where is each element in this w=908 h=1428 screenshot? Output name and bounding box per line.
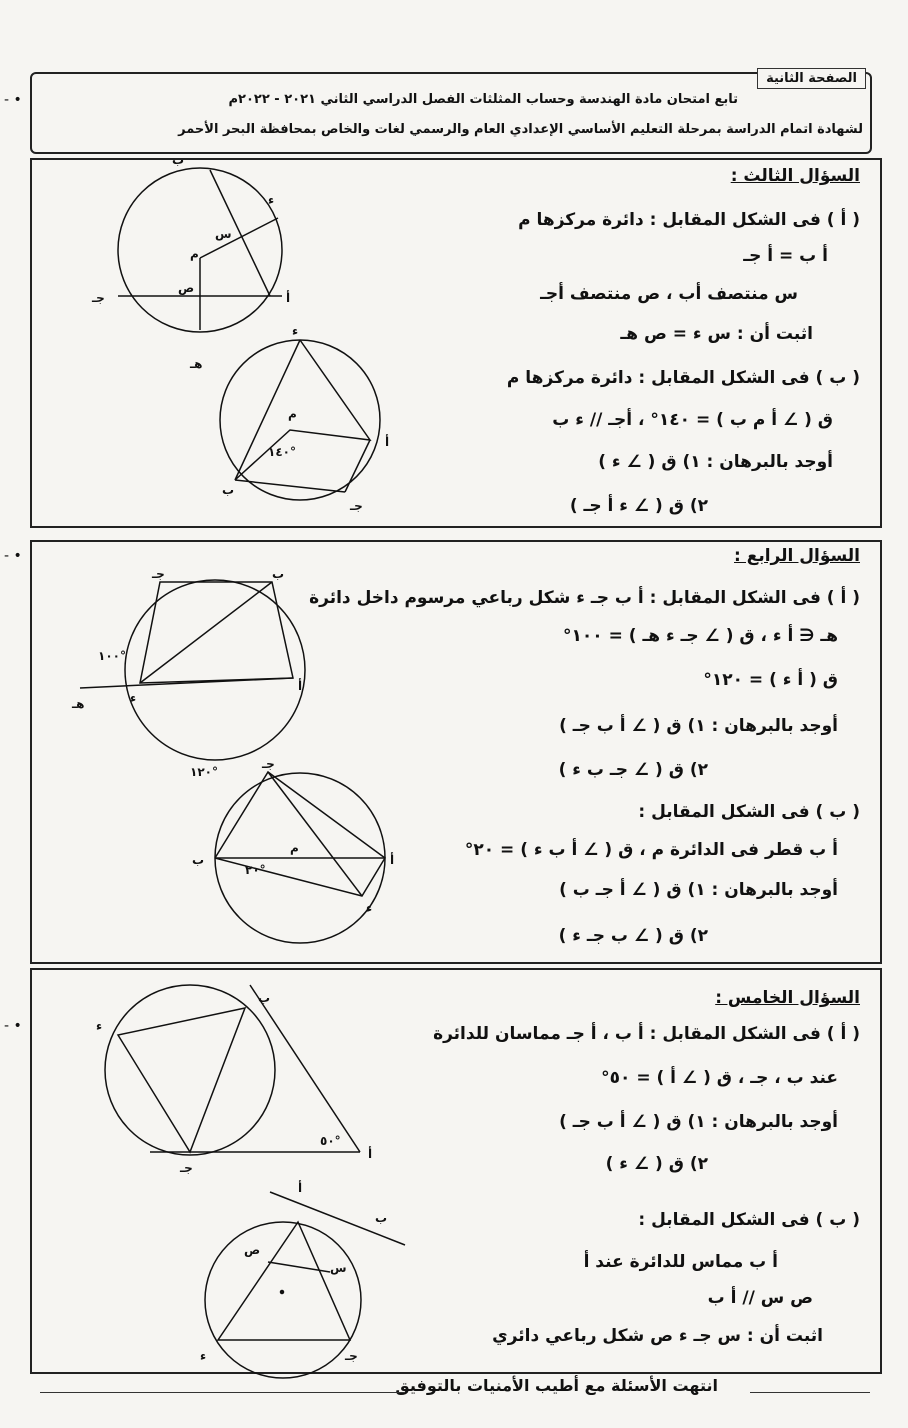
q3-b-line: ٢) ق ( ∠ ء أ جـ ) [569, 496, 708, 516]
svg-text:س: س [215, 227, 232, 241]
q4-title: السؤال الرابع : [734, 546, 860, 566]
svg-text:ب: ب [192, 853, 205, 867]
svg-text:ء: ء [130, 691, 137, 705]
q5-b-line: أ ب مماس للدائرة عند أ [583, 1252, 778, 1272]
q4-a-line: ( أ ) فى الشكل المقابل : أ ب جـ ء شكل رباعي مرسوم داخل دائرة [309, 588, 860, 608]
svg-text:س: س [330, 1261, 347, 1275]
header-line2: لشهادة اتمام الدراسة بمرحلة التعليم الأساسي الإعدادي العام والرسمي لغات والخاص بمحافظة البحر الأحمر [178, 122, 863, 137]
svg-text:جـ: جـ [345, 1349, 358, 1363]
svg-text:١٤٠°: ١٤٠° [268, 445, 296, 459]
svg-text:ب: ب [258, 991, 271, 1005]
svg-text:جـ: جـ [350, 499, 363, 513]
q3-b-line: ( ب ) فى الشكل المقابل : دائرة مركزها م [506, 368, 860, 388]
svg-text:١٠٠°: ١٠٠° [98, 649, 126, 663]
q4-a-line: ق ( أ ء ) = ١٢٠° [703, 670, 838, 690]
q5-b-line: اثبت أن : س جـ ء ص شكل رباعي دائري [492, 1326, 823, 1346]
svg-text:أ: أ [298, 1181, 303, 1195]
svg-text:ص: ص [178, 281, 195, 295]
figure-q4a [71, 567, 305, 779]
q4-b-line: ( ب ) فى الشكل المقابل : [638, 802, 860, 822]
svg-text:أ: أ [286, 291, 291, 305]
svg-text:هـ: هـ [72, 697, 85, 711]
q3-a-line: ( أ ) فى الشكل المقابل : دائرة مركزها م [518, 210, 860, 230]
svg-text:أ: أ [368, 1147, 373, 1161]
svg-text:أ: أ [385, 435, 390, 449]
circle [105, 985, 275, 1155]
svg-text:١٢٠°: ١٢٠° [190, 765, 218, 779]
q3-b-line: ق ( ∠ أ م ب ) = ١٤٠° ، أجـ // ء ب [552, 410, 833, 430]
svg-text:م: م [190, 247, 199, 261]
q5-a-line: عند ب ، جـ ، ق ( ∠ أ ) = ٥٠° [601, 1068, 838, 1088]
figure-q4b [192, 757, 394, 943]
q3-title: السؤال الثالث : [730, 166, 860, 186]
svg-text:ب: ب [272, 567, 285, 581]
figure-q5a [96, 985, 372, 1175]
svg-text:هـ: هـ [190, 357, 203, 371]
svg-text:ء: ء [96, 1019, 103, 1033]
figure-q3b [220, 324, 389, 513]
svg-text:م: م [290, 841, 299, 855]
svg-text:ء: ء [200, 1349, 207, 1363]
q3-a-line: س منتصف أب ، ص منتصف أجـ [540, 284, 798, 304]
q4-b-line: أ ب قطر فى الدائرة م ، ق ( ∠ أ ب ء ) = ٢٠° [464, 840, 838, 860]
footer-text: انتهت الأسئلة مع أطيب الأمنيات بالتوفيق [395, 1376, 718, 1395]
svg-text:ء: ء [268, 193, 275, 207]
q3-a-line: اثبت أن : س ء = ص هـ [620, 324, 813, 344]
q3-b-line: أوجد بالبرهان : ١) ق ( ∠ ء ) [598, 452, 833, 472]
svg-text:أ: أ [390, 853, 395, 867]
page-label: الصفحة الثانية [757, 68, 866, 89]
q5-a-line: ٢) ق ( ∠ ء ) [605, 1154, 708, 1174]
svg-text:ب: ب [222, 483, 235, 497]
svg-text:م: م [288, 407, 297, 421]
q4-b-line: أوجد بالبرهان : ١) ق ( ∠ أ جـ ب ) [559, 880, 838, 900]
svg-text:جـ: جـ [180, 1161, 193, 1175]
svg-text:ء: ء [366, 901, 373, 915]
svg-text:٢٠°: ٢٠° [245, 863, 266, 877]
q4-a-line: أوجد بالبرهان : ١) ق ( ∠ أ ب جـ ) [559, 716, 838, 736]
q3-a-line: أ ب = أ جـ [743, 246, 828, 266]
q5-title: السؤال الخامس : [715, 988, 860, 1008]
svg-text:ص: ص [244, 1243, 261, 1257]
q5-a-line: ( أ ) فى الشكل المقابل : أ ب ، أ جـ مماسان للدائرة [433, 1024, 860, 1044]
q4-a-line: هـ ∈ أ ء ، ق ( ∠ جـ ء هـ ) = ١٠٠° [563, 626, 838, 646]
svg-text:جـ: جـ [262, 757, 275, 771]
svg-text:٥٠°: ٥٠° [320, 1134, 341, 1148]
svg-text:جـ: جـ [152, 567, 165, 581]
svg-text:ء: ء [292, 324, 299, 338]
svg-text:ب: ب [375, 1211, 388, 1225]
figure-q5b [200, 1180, 405, 1378]
q5-a-line: أوجد بالبرهان : ١) ق ( ∠ أ ب جـ ) [559, 1112, 838, 1132]
svg-text:أ: أ [298, 679, 303, 693]
exam-page: الصفحة الثانية تابع امتحان مادة الهندسة وحساب المثلثات الفصل الدراسي الثاني ٢٠٢١ - ٢٠٢٢م لشهادة اتمام الدراسة بمرحلة التعليم الأساسي الإعدادي العام والرسمي لغات والخاص بمحافظة البحر الأحمر - • - • - • السؤال الثالث : ( أ ) فى الشكل المقابل : دائرة مركزها م أ ب = أ جـ س منتصف أب ، ص منتصف أجـ اثبت أن : س ء = ص هـ ( ب ) فى الشكل المقابل : دائرة مركزها م ق ( ∠ أ م ب ) = ١٤٠° ، أجـ // ء ب أوجد بالبرهان : ١) ق ( ∠ ء ) ٢) ق ( ∠ ء أ جـ ) السؤال الرابع : ( أ ) فى الشكل المقابل : أ ب جـ ء شكل رباعي مرسوم داخل دائرة هـ ∈ أ ء ، ق ( ∠ جـ ء هـ ) = ١٠٠° ق ( أ ء ) = ١٢٠° أوجد بالبرهان : ١) ق ( ∠ أ ب جـ ) ٢) ق ( ∠ جـ ب ء ) ( ب ) فى الشكل المقابل : أ ب قطر فى الدائرة م ، ق ( ∠ أ ب ء ) = ٢٠° أوجد بالبرهان : ١) ق ( ∠ أ جـ ب ) ٢) ق ( ∠ ب جـ ء ) السؤال الخامس : ( أ ) فى الشكل المقابل : أ ب ، أ جـ مماسان للدائرة عند ب ، جـ ، ق ( ∠ أ ) = ٥٠° أوجد بالبرهان : ١) ق ( ∠ أ ب جـ ) ٢) ق ( ∠ ء ) ( ب ) فى الشكل المقابل : أ ب مماس للدائرة عند أ ص س // أ ب اثبت أن : س جـ ء ص شكل رباعي دائري انتهت الأسئلة مع أطيب الأمنيات بالتوفيق ب أ جـ هـ م س ص ء أ ب جـ ء م ١٤٠° جـ ب أ ء هـ ١٠٠° ١٢٠° جـ ب أ ء م ٢٠° ب ء جـ أ ٥٠° أ ب ص س ء جـ [0, 0, 908, 1428]
header-line1: تابع امتحان مادة الهندسة وحساب المثلثات الفصل الدراسي الثاني ٢٠٢١ - ٢٠٢٢م [228, 92, 738, 107]
figure-q3a [91, 153, 290, 371]
svg-text:جـ: جـ [92, 291, 105, 305]
q5-b-line: ص س // أ ب [707, 1288, 813, 1308]
q4-a-line: ٢) ق ( ∠ جـ ب ء ) [558, 760, 708, 780]
q5-b-line: ( ب ) فى الشكل المقابل : [638, 1210, 860, 1230]
q4-b-line: ٢) ق ( ∠ ب جـ ء ) [558, 926, 708, 946]
svg-text:ب: ب [172, 153, 185, 167]
